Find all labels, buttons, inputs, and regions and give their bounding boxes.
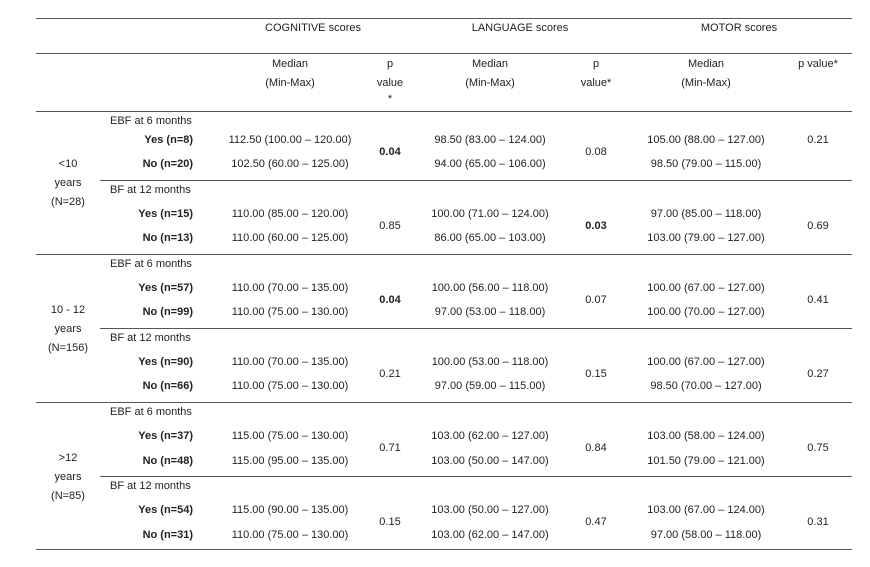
motor-value: 98.50 (79.00 – 115.00) [650,158,762,170]
row-label: Yes (n=37) [138,430,193,442]
section-rule [100,328,852,329]
motor-value: 100.00 (67.00 – 127.00) [647,282,765,294]
p-value-cog: 0.71 [379,442,401,454]
lang-p-header: p [592,58,600,70]
cog-p-header: * [387,93,393,105]
p-value-lang: 0.07 [585,294,607,306]
motor-value: 97.00 (58.00 – 118.00) [650,529,762,541]
lang-value: 94.00 (65.00 – 106.00) [434,158,546,170]
p-value-lang: 0.08 [585,146,607,158]
section-label: BF at 12 months [110,332,191,344]
group-rule [36,402,852,403]
motor-value: 101.50 (79.00 – 121.00) [647,455,765,467]
cog-value: 110.00 (70.00 – 135.00) [231,356,349,368]
column-header-rule [36,111,852,112]
p-value-lang: 0.84 [585,442,607,454]
cog-value: 110.00 (85.00 – 120.00) [231,208,349,220]
motor-value: 103.00 (67.00 – 124.00) [647,504,765,516]
cog-median-label: Median [271,58,309,70]
cog-value: 110.00 (60.00 – 125.00) [231,232,349,244]
p-value-cog: 0.85 [379,220,401,232]
row-label: No (n=13) [142,232,193,244]
motor-header: MOTOR scores [700,22,778,34]
age-group-label: years [54,323,82,335]
cog-minmax-label: (Min-Max) [265,77,315,89]
cog-value: 110.00 (75.00 – 130.00) [231,380,349,392]
p-value-motor: 0.41 [807,294,829,306]
p-value-motor: 0.21 [807,134,829,146]
age-group-label: (N=28) [51,196,85,208]
age-group-label: 10 - 12 [50,304,86,316]
group-rule [36,254,852,255]
section-label: EBF at 6 months [110,258,192,270]
motor-value: 100.00 (70.00 – 127.00) [647,306,765,318]
lang-value: 100.00 (71.00 – 124.00) [431,208,549,220]
table-bottom-rule [36,549,852,550]
lang-value: 86.00 (65.00 – 103.00) [434,232,546,244]
lang-minmax-label: (Min-Max) [465,77,515,89]
section-label: EBF at 6 months [110,406,192,418]
motor-value: 100.00 (67.00 – 127.00) [647,356,765,368]
lang-value: 97.00 (59.00 – 115.00) [434,380,546,392]
lang-value: 100.00 (56.00 – 118.00) [431,282,549,294]
section-rule [100,476,852,477]
row-label: No (n=20) [142,158,193,170]
cog-value: 110.00 (75.00 – 130.00) [231,529,349,541]
row-label: Yes (n=8) [144,134,193,146]
row-label: No (n=66) [142,380,193,392]
motor-minmax-label: (Min-Max) [681,77,731,89]
row-label: Yes (n=15) [138,208,193,220]
lang-median-label: Median [471,58,509,70]
lang-value: 103.00 (50.00 – 147.00) [431,455,549,467]
row-label: No (n=31) [142,529,193,541]
cog-value: 110.00 (75.00 – 130.00) [231,306,349,318]
p-value-motor: 0.31 [807,516,829,528]
cog-value: 112.50 (100.00 – 120.00) [228,134,352,146]
lang-value: 98.50 (83.00 – 124.00) [434,134,546,146]
cog-p-header: p [386,58,394,70]
cog-value: 115.00 (75.00 – 130.00) [231,430,349,442]
motor-p-header: p value* [798,58,838,70]
row-label: No (n=99) [142,306,193,318]
section-label: BF at 12 months [110,480,191,492]
p-value-cog: 0.04 [379,294,401,306]
section-label: BF at 12 months [110,184,191,196]
lang-p-header: value* [580,77,612,89]
section-rule [100,180,852,181]
table-top-rule [36,18,852,19]
cog-p-header: value [376,77,404,89]
p-value-lang: 0.47 [585,516,607,528]
p-value-motor: 0.27 [807,368,829,380]
p-value-motor: 0.69 [807,220,829,232]
p-value-cog: 0.21 [379,368,401,380]
p-value-cog: 0.04 [379,146,401,158]
motor-value: 98.50 (70.00 – 127.00) [650,380,762,392]
cog-value: 110.00 (70.00 – 135.00) [231,282,349,294]
lang-value: 103.00 (62.00 – 127.00) [431,430,549,442]
cog-value: 102.50 (60.00 – 125.00) [231,158,349,170]
row-label: No (n=48) [142,455,193,467]
age-group-label: >12 [58,452,78,464]
cog-value: 115.00 (95.00 – 135.00) [231,455,349,467]
row-label: Yes (n=54) [138,504,193,516]
motor-value: 103.00 (79.00 – 127.00) [647,232,765,244]
row-label: Yes (n=90) [138,356,193,368]
p-value-lang: 0.15 [585,368,607,380]
age-group-label: years [54,177,82,189]
age-group-label: <10 [58,158,78,170]
section-label: EBF at 6 months [110,115,192,127]
motor-value: 97.00 (85.00 – 118.00) [650,208,762,220]
header-bottom-rule [36,53,852,54]
age-group-label: (N=156) [47,342,89,354]
age-group-label: years [54,471,82,483]
lang-value: 103.00 (62.00 – 147.00) [431,529,549,541]
lang-value: 97.00 (53.00 – 118.00) [434,306,546,318]
row-label: Yes (n=57) [138,282,193,294]
p-value-cog: 0.15 [379,516,401,528]
age-group-label: (N=85) [51,490,85,502]
cog-value: 115.00 (90.00 – 135.00) [231,504,349,516]
motor-value: 103.00 (58.00 – 124.00) [647,430,765,442]
cognitive-header: COGNITIVE scores [265,22,361,34]
lang-value: 100.00 (53.00 – 118.00) [431,356,549,368]
lang-value: 103.00 (50.00 – 127.00) [431,504,549,516]
language-header: LANGUAGE scores [471,22,569,34]
motor-value: 105.00 (88.00 – 127.00) [647,134,765,146]
motor-median-label: Median [687,58,725,70]
p-value-lang: 0.03 [585,220,607,232]
p-value-motor: 0.75 [807,442,829,454]
